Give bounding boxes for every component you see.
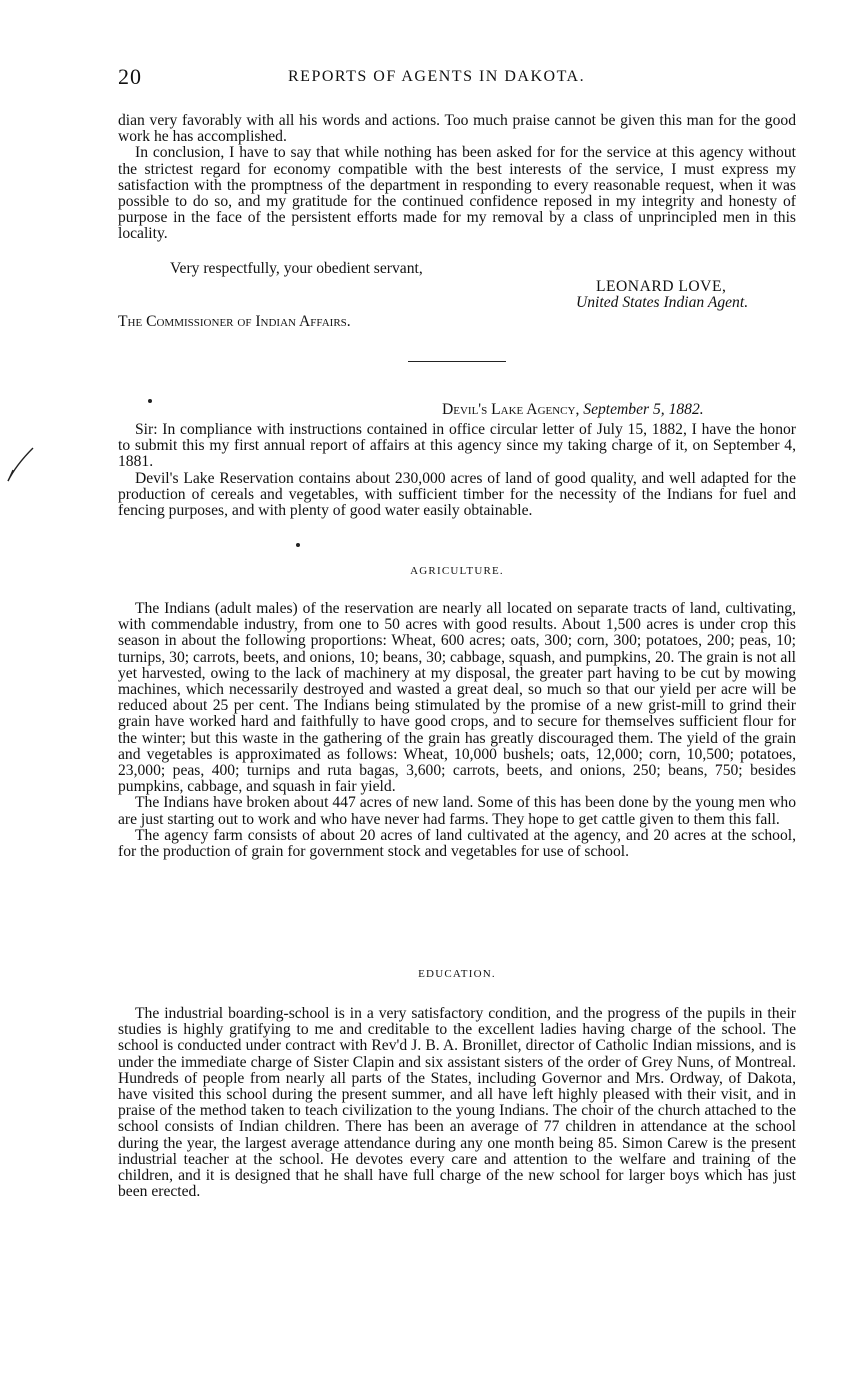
agriculture-heading: AGRICULTURE.: [410, 565, 504, 577]
conclusion-paragraph: In conclusion, I have to say that while nothing has been asked for for the service at this agency without the strictest regard for economy compatible with the best interests of the service, I must express my satisfaction with the promptness of the department in responding to every reasonable request, when it was possible to do so, and my gratitude for the continued confidence reposed in my integrity and honesty of purpose in the face of the persistent efforts made for my removal by a class of unprincipled men in this locality.: [118, 144, 796, 243]
signature-title: United States Indian Agent.: [576, 294, 749, 311]
print-speck: [296, 543, 300, 547]
print-speck: [148, 399, 152, 403]
dateline-date: September 5, 1882.: [583, 401, 704, 418]
addressee: The Commissioner of Indian Affairs.: [118, 313, 351, 330]
education-text: [118, 1006, 796, 1200]
page-header: [118, 64, 798, 94]
continuation-paragraph: dian very favorably with all his words and actions. Too much praise cannot be given this man for the good work he has accomplished.: [118, 112, 796, 146]
running-head: REPORTS OF AGENTS IN DAKOTA.: [288, 68, 586, 85]
agriculture-paragraph: The Indians have broken about 447 acres of new land. Some of this has been done by the young men who are just starting out to work and who have never had farms. They hope to get cattle given to them this fall.: [118, 794, 796, 828]
dateline: [442, 401, 704, 419]
education-heading: EDUCATION.: [418, 968, 496, 980]
education-paragraph: The industrial boarding-school is in a very satisfactory condition, and the progress of the pupils in their studies is highly gratifying to me and creditable to the excellent ladies having charge of the school. The school is conducted under contract with Rev'd J. B. A. Bronillet, director of Catholic Indian missions, and is under the immediate charge of Sister Clapin and six assistant sisters of the order of Grey Nuns, of Montreal. Hundreds of people from nearly all parts of the States, including Governor and Mrs. Ordway, of Dakota, have visited this school during the present summer, and all have left highly pleased with their visit, and in praise of the method taken to teach civilization to the young Indians. The choir of the church attached to the school consists of Indian children. There has been an average of 77 children in attendance at the school during the year, the largest average attendance during any one month being 85. Simon Carew is the present industrial teacher at the school. He devotes every care and attention to the welfare and training of the children, and it is designed that he shall have full charge of the new school for larger boys which has just been erected.: [118, 1005, 796, 1201]
agriculture-paragraph: The agency farm consists of about 20 acres of land cultivated at the agency, and 20 acres at the school, for the production of grain for government stock and vegetables for use of school.: [118, 826, 796, 861]
intro-text: [118, 422, 796, 519]
closing-line: Very respectfully, your obedient servant,: [170, 260, 423, 277]
page-number: 20: [118, 64, 142, 89]
salutation-paragraph: Sir: In compliance with instructions contained in office circular letter of July 15, 1882, I have the honor to submit this my first annual report of affairs at this agency since my taking charge of it, on September 4, 1881.: [118, 421, 796, 471]
dateline-place: Devil's Lake Agency,: [442, 401, 580, 418]
margin-pen-mark: [4, 445, 36, 485]
reservation-paragraph: Devil's Lake Reservation contains about 230,000 acres of land of good quality, and well adapted for the production of cereals and vegetables, with sufficient timber for the necessity of the Indians for fuel and fencing purposes, and with plenty of good water easily obtainable.: [118, 469, 796, 520]
signature-name: LEONARD LOVE,: [596, 278, 727, 295]
agriculture-text: [118, 601, 796, 860]
section-divider: [408, 361, 506, 362]
agriculture-paragraph: The Indians (adult males) of the reservation are nearly all located on separate tracts of land, cultivating, with commendable industry, from one to 50 acres with good results. About 1,500 acres is under crop this season in about the following proportions: Wheat, 600 acres; oats, 300; corn, 300; potatoes, 200; peas, 10; turnips, 30; carrots, beets, and onions, 10; beans, 30; cabbage, squash, and pumpkins, 20. The grain is not all yet harvested, owing to the lack of machinery at my disposal, the greater part having to be cut by mowing machines, which necessarily destroyed and wasted a great deal, so much so that our yield per acre will be reduced about 25 per cent. The Indians being stimulated by the promise of a new grist-mill to grind their grain have worked hard and faithfully to have good crops, and to secure for themselves sufficient flour for the winter; but this waste in the gathering of the grain has greatly discouraged them. The yield of the grain and vegetables is approximated as follows: Wheat, 10,000 bushels; oats, 12,000; corn, 10,500; potatoes, 23,000; peas, 400; turnips and ruta bagas, 3,600; carrots, beets, and onions, 250; beans, 750; besides pumpkins, cabbage, and squash in fair yield.: [118, 600, 796, 796]
continuation-text: [118, 113, 796, 243]
